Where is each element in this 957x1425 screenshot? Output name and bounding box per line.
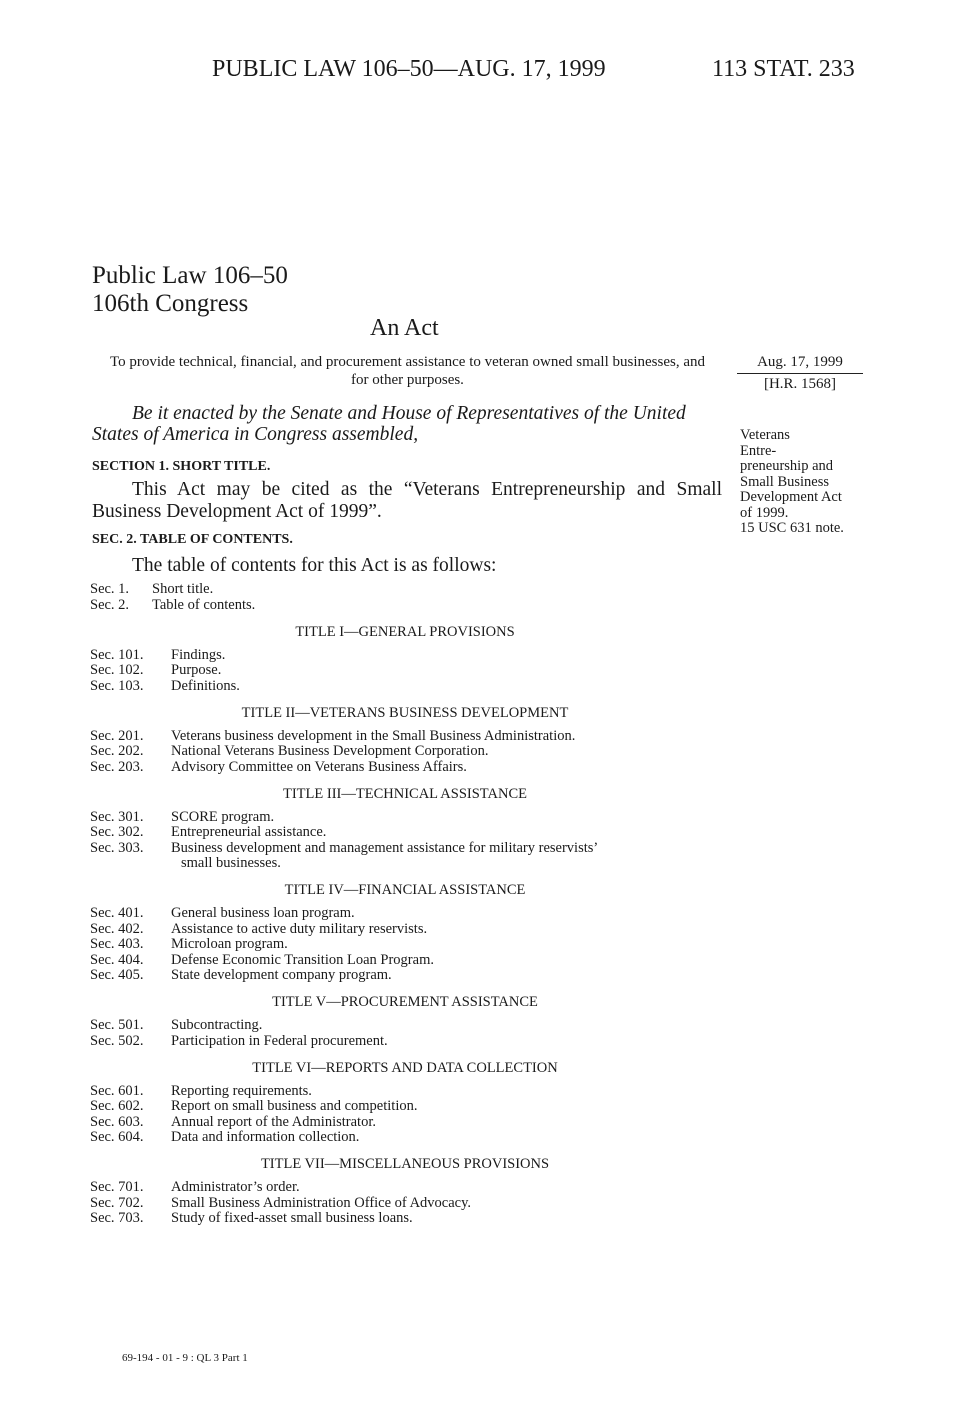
- toc-section-title: Participation in Federal procurement.: [171, 1032, 388, 1049]
- toc-entry: [90, 598, 730, 614]
- toc-entry: [90, 729, 730, 745]
- act-heading: An Act: [370, 315, 439, 341]
- toc-section-number: Sec. 1.: [90, 581, 130, 597]
- toc-title-heading: TITLE IV—FINANCIAL ASSISTANCE: [284, 882, 526, 898]
- section-1-text: This Act may be cited as the “Veterans Entrepreneurship and Small Business Development Act of 1999”.: [92, 479, 722, 522]
- margin-note-line: Veterans: [740, 427, 790, 443]
- toc-section-number: Sec. 403.: [90, 936, 144, 952]
- margin-note-line: Small Business: [740, 473, 830, 490]
- toc-section-number: Sec. 602.: [90, 1098, 144, 1114]
- law-identity: [92, 262, 288, 318]
- toc-section-title: Advisory Committee on Veterans Business Affairs.: [171, 758, 467, 775]
- toc-entry: [90, 841, 730, 857]
- toc-entry: [90, 760, 730, 776]
- toc-section-number: Sec. 702.: [90, 1194, 144, 1211]
- toc-entry: [90, 1018, 730, 1034]
- toc-section-number: Sec. 701.: [90, 1179, 144, 1195]
- toc-section-title: Definitions.: [171, 677, 240, 694]
- toc-entry: [90, 825, 730, 841]
- toc-section-number: Sec. 501.: [90, 1017, 144, 1033]
- running-header-left: PUBLIC LAW 106–50—AUG. 17, 1999: [212, 56, 606, 82]
- toc-section-number: Sec. 303.: [90, 839, 144, 856]
- margin-note-line: Entre-: [740, 442, 777, 459]
- toc-title-heading: TITLE VI—REPORTS AND DATA COLLECTION: [252, 1059, 558, 1076]
- toc-section-number: Sec. 404.: [90, 951, 144, 968]
- section-2-heading: SEC. 2. TABLE OF CONTENTS.: [92, 532, 293, 547]
- toc-section-number: Sec. 201.: [90, 727, 144, 744]
- toc-section-title: Short title.: [152, 581, 214, 597]
- purpose-statement: To provide technical, financial, and procurement assistance to veteran owned small businesses, and for other purposes.: [109, 354, 705, 388]
- toc-section-title: Small Business Administration Office of Advocacy.: [171, 1194, 472, 1211]
- toc-entry: [90, 922, 730, 938]
- margin-date-block: [737, 353, 863, 393]
- toc-section-number: Sec. 603.: [90, 1113, 144, 1130]
- toc-entry: [90, 937, 730, 953]
- toc-entry: [90, 1180, 730, 1196]
- bill-number: [H.R. 1568]: [763, 376, 837, 392]
- toc-entry: [90, 648, 730, 664]
- toc-entry: [90, 1084, 730, 1100]
- margin-note-line: preneurship and: [740, 458, 834, 474]
- margin-note-line: Development Act: [740, 489, 842, 505]
- toc-section-number: Sec. 202.: [90, 743, 144, 759]
- toc-section-title: Microloan program.: [171, 936, 288, 952]
- toc-section-title: Purpose.: [171, 662, 222, 678]
- toc-section-title: Study of fixed-asset small business loans.: [171, 1210, 413, 1226]
- toc-section-number: Sec. 402.: [90, 920, 144, 937]
- table-of-contents: [90, 582, 730, 1227]
- toc-section-number: Sec. 301.: [90, 808, 144, 825]
- toc-entry: [90, 663, 730, 679]
- toc-section-title: Entrepreneurial assistance.: [171, 824, 327, 840]
- toc-section-number: Sec. 102.: [90, 662, 144, 678]
- toc-entry: [90, 1099, 730, 1115]
- toc-title-heading: TITLE II—VETERANS BUSINESS DEVELOPMENT: [241, 704, 569, 721]
- section-2-text: The table of contents for this Act is as follows:: [132, 555, 497, 576]
- toc-section-number: Sec. 401.: [90, 905, 144, 921]
- toc-entry: [90, 1130, 730, 1146]
- toc-section-number: Sec. 703.: [90, 1210, 144, 1226]
- page-number: 113 STAT. 233: [712, 56, 855, 82]
- toc-section-title: General business loan program.: [171, 905, 355, 921]
- congress: 106th Congress: [92, 290, 249, 317]
- enacting-clause: Be it enacted by the Senate and House of Representatives of the United States of America in Congress assembled,: [92, 403, 686, 445]
- toc-entry-continuation: small businesses.: [181, 855, 281, 871]
- toc-section-title: State development company program.: [171, 967, 392, 983]
- toc-section-title: National Veterans Business Development Corporation.: [171, 743, 489, 759]
- toc-entry: [90, 679, 730, 695]
- toc-entry: [90, 810, 730, 826]
- toc-section-number: Sec. 604.: [90, 1129, 144, 1145]
- section-1-heading: SECTION 1. SHORT TITLE.: [92, 459, 271, 474]
- toc-entry: [90, 953, 730, 969]
- toc-section-title: Assistance to active duty military reservists.: [171, 920, 428, 937]
- enactment-date: Aug. 17, 1999: [737, 353, 863, 374]
- toc-entry: [90, 1196, 730, 1212]
- toc-section-title: Data and information collection.: [171, 1129, 360, 1145]
- toc-title-heading: TITLE VII—MISCELLANEOUS PROVISIONS: [260, 1156, 550, 1172]
- toc-section-number: Sec. 502.: [90, 1032, 144, 1049]
- toc-section-number: Sec. 2.: [90, 596, 130, 613]
- margin-note: [740, 428, 844, 537]
- toc-section-title: Reporting requirements.: [171, 1082, 312, 1099]
- toc-section-title: Veterans business development in the Small Business Administration.: [171, 727, 576, 744]
- toc-entry: [90, 968, 730, 984]
- toc-entry: [90, 906, 730, 922]
- toc-section-number: Sec. 101.: [90, 646, 144, 663]
- toc-section-number: Sec. 103.: [90, 677, 144, 694]
- toc-entry: [90, 744, 730, 760]
- toc-entry: [90, 1034, 730, 1050]
- toc-section-title: Table of contents.: [152, 596, 256, 613]
- toc-section-number: Sec. 601.: [90, 1082, 144, 1099]
- print-footer: 69-194 - 01 - 9 : QL 3 Part 1: [122, 1352, 248, 1364]
- toc-section-title: Report on small business and competition.: [171, 1098, 418, 1114]
- toc-section-title: SCORE program.: [171, 808, 275, 825]
- toc-section-title: Annual report of the Administrator.: [171, 1113, 376, 1130]
- toc-title-heading: TITLE I—GENERAL PROVISIONS: [295, 623, 515, 640]
- toc-section-title: Subcontracting.: [171, 1017, 263, 1033]
- margin-note-line: of 1999.: [740, 504, 789, 521]
- toc-section-number: Sec. 405.: [90, 967, 144, 983]
- toc-section-title: Business development and management assistance for military reservists’: [171, 839, 599, 856]
- toc-entry: [90, 1211, 730, 1227]
- toc-entry: [90, 582, 730, 598]
- toc-section-number: Sec. 203.: [90, 758, 144, 775]
- toc-title-heading: TITLE III—TECHNICAL ASSISTANCE: [283, 785, 527, 802]
- toc-section-title: Findings.: [171, 646, 226, 663]
- toc-section-title: Defense Economic Transition Loan Program.: [171, 951, 434, 968]
- margin-note-line: 15 USC 631 note.: [740, 520, 844, 536]
- toc-entry: [90, 1115, 730, 1131]
- toc-section-number: Sec. 302.: [90, 824, 144, 840]
- public-law-number: Public Law 106–50: [92, 262, 288, 289]
- toc-title-heading: TITLE V—PROCUREMENT ASSISTANCE: [272, 994, 538, 1010]
- toc-section-title: Administrator’s order.: [171, 1179, 300, 1195]
